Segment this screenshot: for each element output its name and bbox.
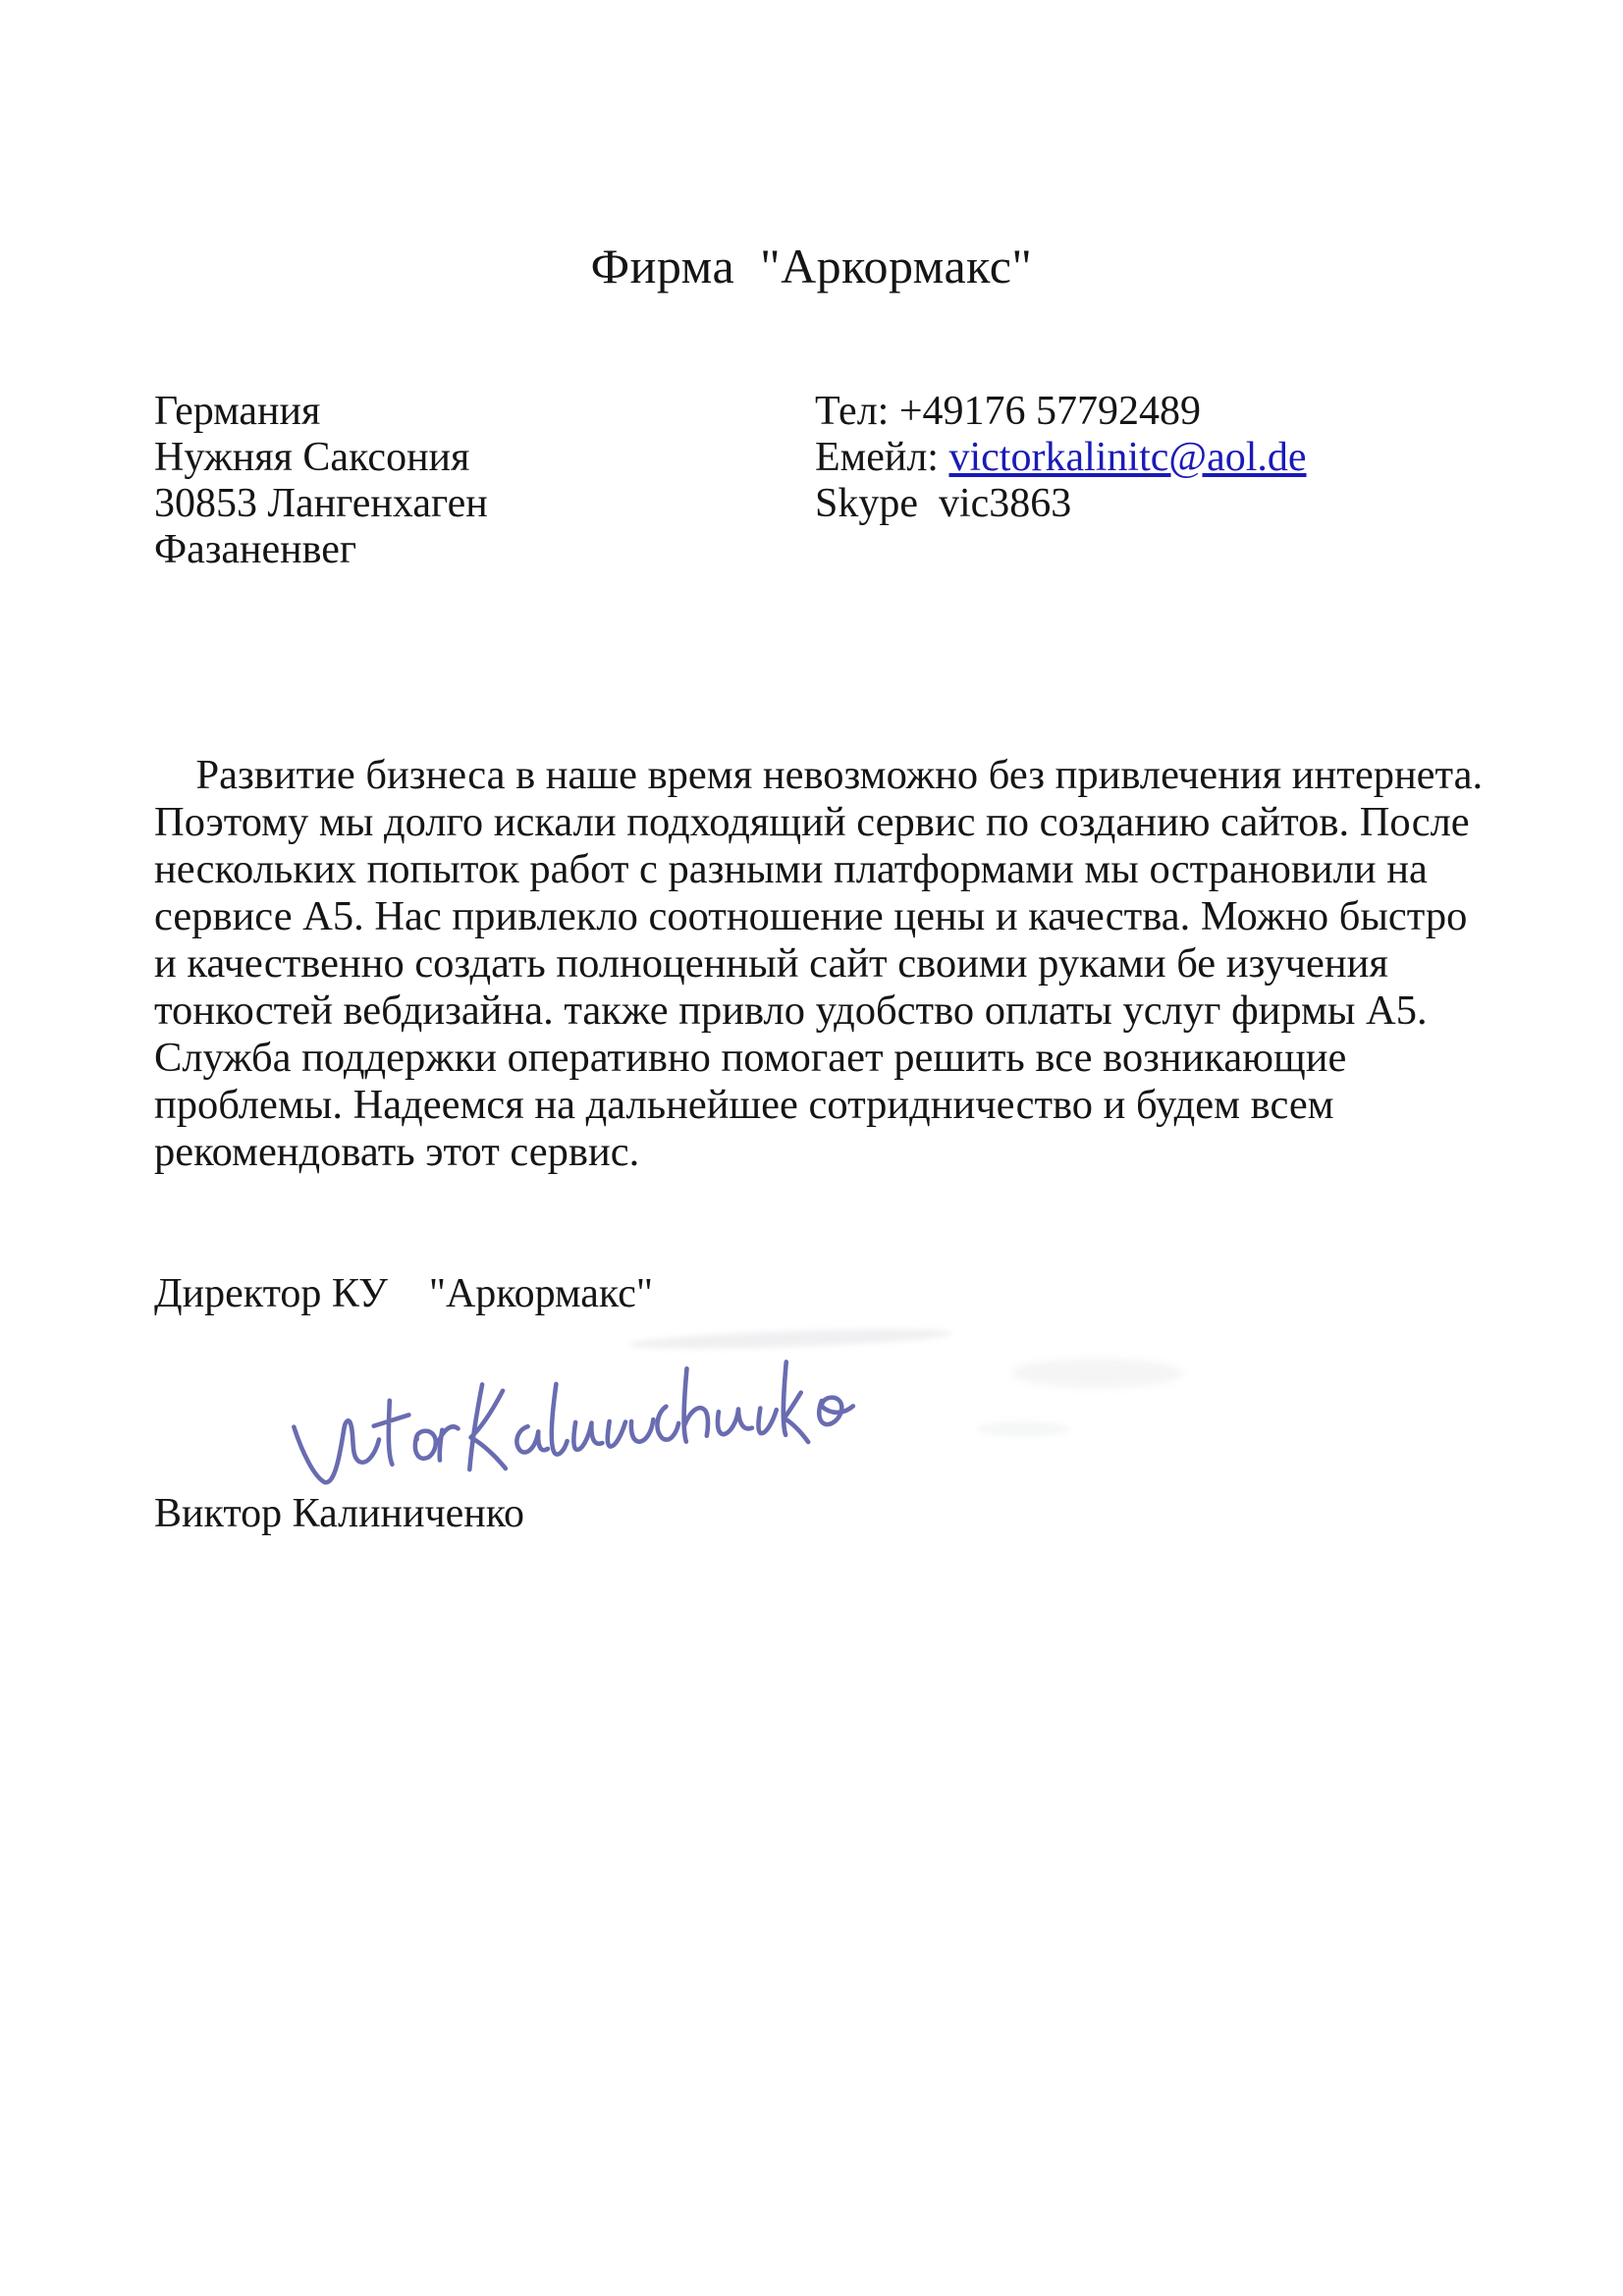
phone-row xyxy=(815,389,1307,435)
sender-address-block xyxy=(154,389,488,573)
director-line: Директор КУ "Аркормакс" xyxy=(154,1271,654,1316)
body-line: тонкостей вебдизайна. также привло удобство оплаты услуг фирмы А5. xyxy=(154,988,1428,1034)
body-line: рекомендовать этот сервис. xyxy=(154,1129,640,1175)
scan-smudge xyxy=(977,1421,1070,1437)
body-line: Развитие бизнеса в наше время невозможно без привлечения интернета. xyxy=(154,752,1484,798)
signatory-name: Виктор Калиниченко xyxy=(154,1491,525,1536)
address-line: Германия xyxy=(154,389,321,434)
phone-value: +49176 57792489 xyxy=(898,389,1202,434)
email-link[interactable]: victorkalinitc@aol.de xyxy=(948,435,1307,480)
skype-label: Skype xyxy=(815,481,939,526)
address-line: Нужняя Саксония xyxy=(154,435,470,480)
address-line: Фазаненвег xyxy=(154,527,357,572)
phone-label: Тел: xyxy=(815,389,899,434)
email-row xyxy=(815,435,1307,481)
body-line: сервисе А5. Нас привлекло соотношение цены и качества. Можно быстро xyxy=(154,893,1468,939)
body-line: Поэтому мы долго искали подходящий сервис по созданию сайтов. После xyxy=(154,799,1470,845)
body-line: проблемы. Надеемся на дальнейшее сотридничество и будем всем xyxy=(154,1082,1334,1128)
skype-row xyxy=(815,481,1307,527)
address-line: 30853 Лангенхаген xyxy=(154,481,488,526)
body-line: и качественно создать полноценный сайт своими руками бе изучения xyxy=(154,940,1388,987)
scan-smudge xyxy=(1011,1359,1183,1388)
letter-body xyxy=(154,752,1483,1176)
signature-path xyxy=(292,1353,856,1487)
handwritten-signature xyxy=(275,1313,962,1510)
email-label: Емейл: xyxy=(815,435,949,480)
body-line: Служба поддержки оперативно помогает решить все возникающие xyxy=(154,1035,1347,1081)
contact-block xyxy=(815,389,1307,527)
letter-title: Фирма "Аркормакс" xyxy=(590,239,1033,294)
body-line: нескольких попыток работ с разными платформами мы острановили на xyxy=(154,846,1428,892)
skype-value: vic3863 xyxy=(939,481,1072,526)
